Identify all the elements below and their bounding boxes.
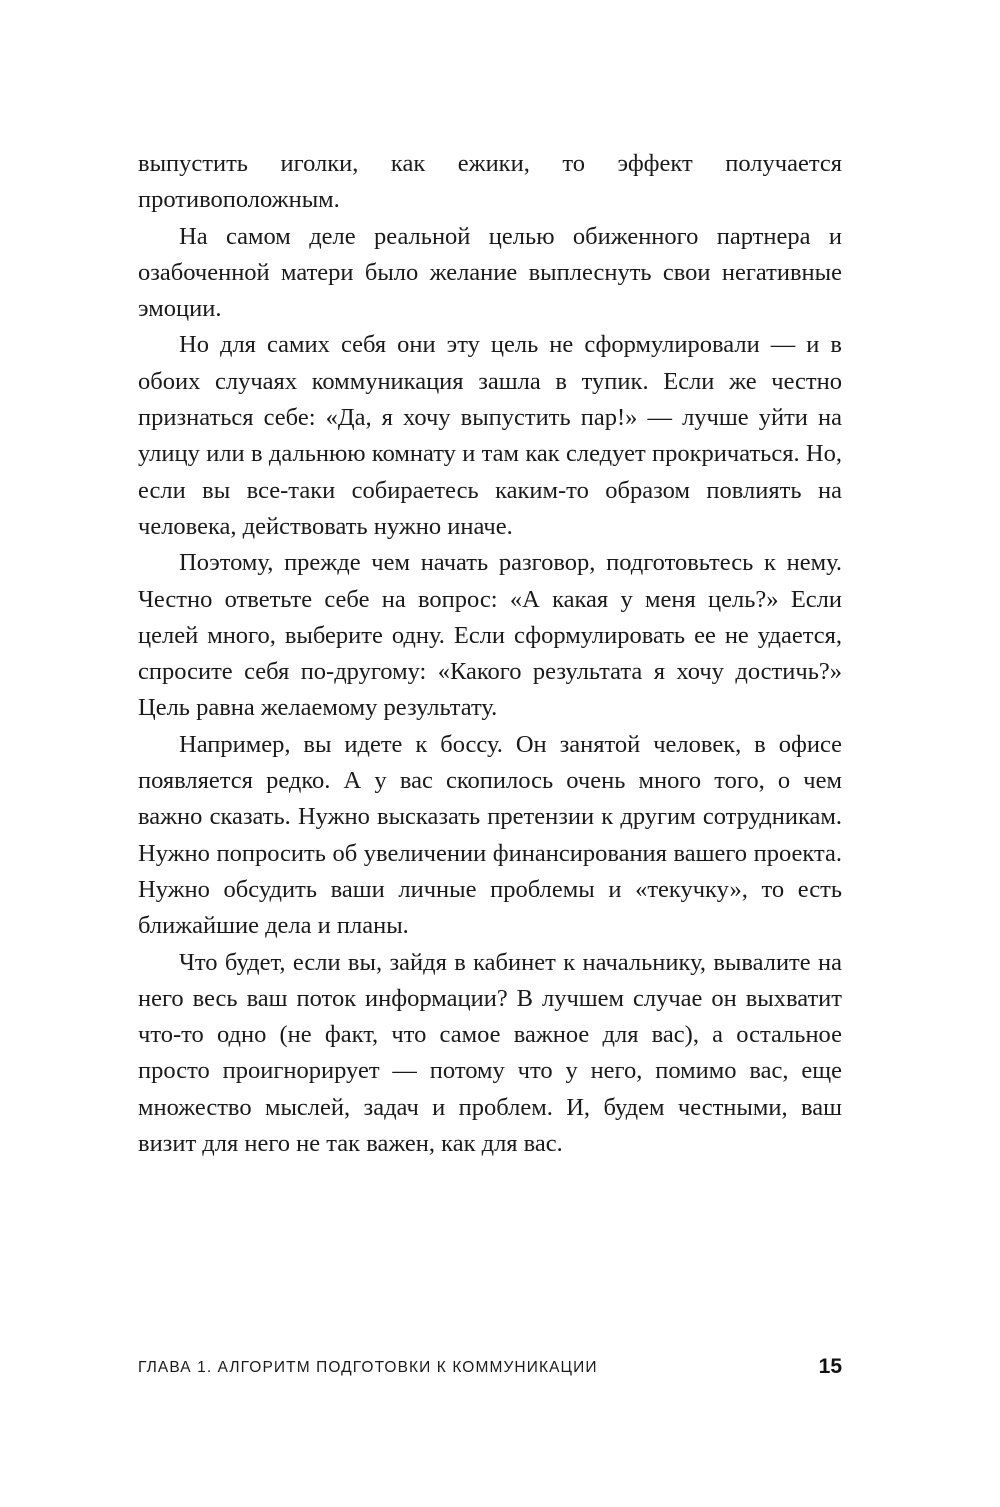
paragraph: Например, вы идете к боссу. Он занятой человек, в офисе появляется редко. А у вас скопилось очень много того, о чем важно сказать. Нужно высказать претензии к другим сотрудникам. Нужно попросить об увеличении финансирования вашего проекта. Нужно обсудить ваши личные проблемы и «текучку», то есть ближайшие дела и планы. xyxy=(138,730,842,940)
paragraph: На самом деле реальной целью обиженного партнера и озабоченной матери было желание выплеснуть свои негативные эмоции. xyxy=(138,222,842,323)
page-footer xyxy=(138,1355,842,1385)
paragraph: Что будет, если вы, зайдя в кабинет к начальнику, вывалите на него весь ваш поток информации? В лучшем случае он выхватит что-то одно (не факт, что самое важное для вас), а остальное просто проигнорирует — потому что у него, помимо вас, еще множество мыслей, задач и проблем. И, будем честными, ваш визит для него не так важен, как для вас. xyxy=(138,948,842,1158)
paragraph: Поэтому, прежде чем начать разговор, подготовьтесь к нему. Честно ответьте себе на вопрос: «А какая у меня цель?» Если целей много, выберите одну. Если сформулировать ее не удается, спросите себя по-другому: «Какого результата я хочу достичь?» Цель равна желаемому результату. xyxy=(138,549,842,722)
paragraph-continued: выпустить иголки, как ежики, то эффект получается противоположным. xyxy=(138,150,842,214)
page-number: 15 xyxy=(818,1355,842,1378)
running-head: ГЛАВА 1. АЛГОРИТМ ПОДГОТОВКИ К КОММУНИКАЦИИ xyxy=(138,1359,598,1376)
body-text xyxy=(138,146,842,1162)
paragraph: Но для самих себя они эту цель не сформулировали — и в обоих случаях коммуникация зашла в тупик. Если же честно признаться себе: «Да, я хочу выпустить пар!» — лучше уйти на улицу или в дальнюю комнату и там как следует прокричаться. Но, если вы все-таки собираетесь каким-то образом повлиять на человека, действовать нужно иначе. xyxy=(138,331,842,540)
